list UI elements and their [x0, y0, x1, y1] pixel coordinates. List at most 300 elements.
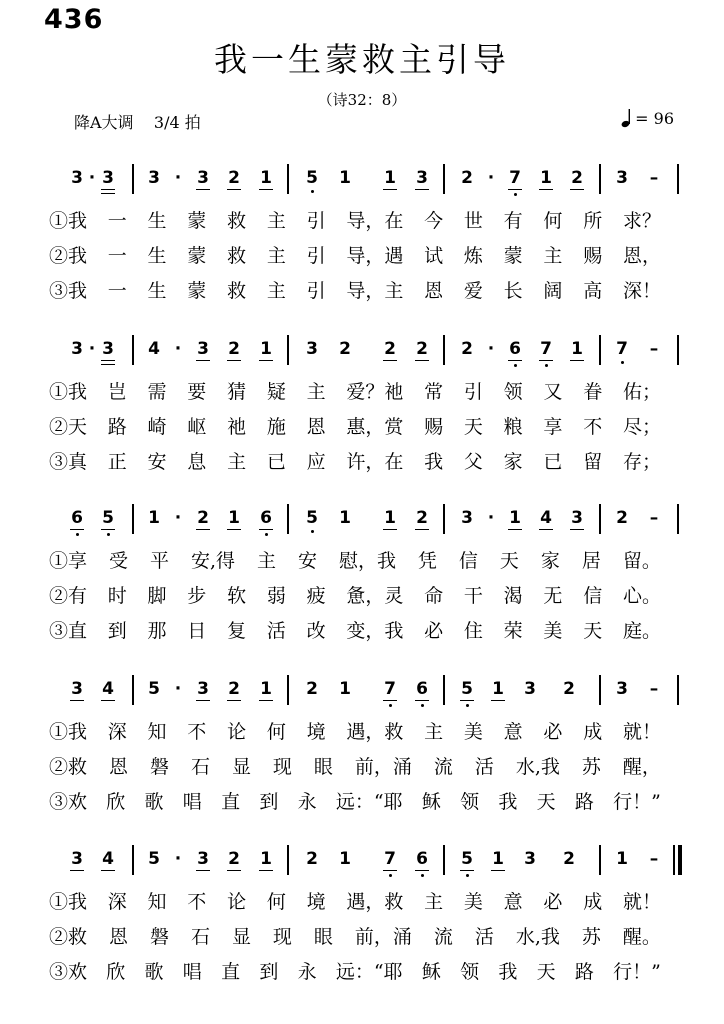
lyric-syllable: 流: [433, 925, 453, 948]
underline-eighth: [227, 870, 241, 871]
lyric-syllable: 领: [460, 960, 480, 983]
underline-eighth: [539, 529, 553, 530]
low-octave-dot: [311, 190, 314, 193]
lyric-syllable: 深！: [622, 279, 661, 302]
lyric-syllable: 已: [543, 450, 563, 473]
lyric-syllable: 息: [187, 450, 207, 473]
underline-eighth: [570, 189, 584, 190]
note: 5: [299, 508, 325, 528]
lyric-syllable: 遇，救: [346, 720, 404, 743]
final-barline-thick: [678, 845, 682, 875]
lyric-syllable: 眷: [583, 380, 603, 403]
underline-eighth: [383, 870, 397, 871]
lyric-syllable: 心。: [622, 584, 661, 607]
augmentation-dot: ·: [487, 339, 495, 359]
barline: [599, 164, 601, 194]
note: 1: [339, 849, 351, 869]
underline-eighth: [460, 870, 474, 871]
barline: [287, 335, 289, 365]
barline: [287, 504, 289, 534]
lyric-syllable: 知: [147, 720, 167, 743]
lyric-syllable: 需: [147, 380, 167, 403]
lyric-syllable: ③真: [49, 450, 88, 473]
note: 3: [197, 679, 209, 699]
lyric-syllable: 爱？祂: [346, 380, 404, 403]
lyric-syllable: 赐: [583, 244, 603, 267]
underline-eighth: [383, 529, 397, 530]
lyric-syllable: 爱: [463, 279, 483, 302]
lyric-syllable: 领: [503, 380, 523, 403]
lyric-syllable: 眼: [313, 755, 333, 778]
lyric-syllable: 命: [424, 584, 444, 607]
note: 6: [409, 679, 435, 699]
lyric-syllable: 那: [147, 619, 167, 642]
lyric-syllable: 路: [107, 415, 127, 438]
low-octave-dot: [621, 361, 624, 364]
lyric-syllable: ③欢: [49, 790, 88, 813]
note: 1: [260, 168, 272, 188]
lyric-syllable: 恩，: [622, 244, 661, 267]
lyric-syllable: 信: [458, 549, 478, 572]
underline-eighth: [259, 529, 273, 530]
note: 6: [502, 339, 528, 359]
lyric-syllable: 父: [463, 450, 483, 473]
note: 3: [306, 339, 318, 359]
underline-eighth: [101, 870, 115, 871]
low-octave-dot: [514, 193, 517, 196]
tempo-value: = 96: [635, 109, 674, 128]
lyric-line: [49, 885, 661, 915]
barline: [443, 335, 445, 365]
underline-sixteenth: [101, 364, 115, 365]
lyric-syllable: 步: [187, 584, 207, 607]
lyric-syllable: 就！: [622, 890, 661, 913]
underline-eighth: [196, 360, 210, 361]
note: 5: [148, 679, 160, 699]
note: 2: [616, 508, 628, 528]
barline: [677, 164, 679, 194]
underline-eighth: [196, 870, 210, 871]
barline: [287, 164, 289, 194]
lyric-syllable: 永: [297, 790, 317, 813]
lyric-syllable: ②有: [49, 584, 88, 607]
lyric-syllable: 有: [503, 209, 523, 232]
lyric-syllable: 恩: [306, 415, 326, 438]
lyric-syllable: 赐: [424, 415, 444, 438]
note: 1: [571, 339, 583, 359]
lyric-syllable: 引: [306, 279, 326, 302]
note: 3: [524, 849, 536, 869]
note: 1: [616, 849, 628, 869]
note: 7: [533, 339, 559, 359]
lyric-syllable: 必: [543, 720, 563, 743]
lyric-syllable: 平: [149, 549, 169, 572]
barline: [443, 164, 445, 194]
underline-eighth: [383, 700, 397, 701]
lyric-syllable: 路: [574, 960, 594, 983]
lyric-syllable: 深: [107, 890, 127, 913]
note: 3: [197, 168, 209, 188]
lyric-syllable: 一: [107, 279, 127, 302]
lyric-syllable: 何: [266, 720, 286, 743]
lyric-syllable: 猜: [227, 380, 247, 403]
lyric-syllable: 享: [543, 415, 563, 438]
lyric-syllable: 歌: [144, 790, 164, 813]
lyric-syllable: 正: [107, 450, 127, 473]
note: 3: [71, 339, 83, 359]
lyric-syllable: 论: [227, 890, 247, 913]
note: 4: [540, 508, 552, 528]
note: 1: [339, 168, 351, 188]
low-octave-dot: [466, 874, 469, 877]
barline: [287, 675, 289, 705]
quarter-note-icon: [621, 108, 633, 128]
lyric-syllable: 苏: [581, 925, 601, 948]
lyric-syllable: 软: [227, 584, 247, 607]
underline-eighth: [196, 189, 210, 190]
lyric-syllable: 醒，: [622, 755, 661, 778]
sustain-dash: –: [649, 168, 659, 188]
augmentation-dot: ·: [174, 339, 182, 359]
note: 3: [616, 168, 628, 188]
lyric-syllable: 安,得: [190, 549, 235, 572]
lyric-line: [49, 544, 661, 574]
barline: [287, 845, 289, 875]
lyric-syllable: 信: [583, 584, 603, 607]
lyric-syllable: 所: [583, 209, 603, 232]
low-octave-dot: [514, 364, 517, 367]
lyric-syllable: 石: [190, 925, 210, 948]
lyric-syllable: 已: [266, 450, 286, 473]
lyric-syllable: ③欢: [49, 960, 88, 983]
lyric-syllable: 渴: [503, 584, 523, 607]
low-octave-dot: [107, 533, 110, 536]
lyric-syllable: 变，我: [346, 619, 404, 642]
lyric-syllable: ③直: [49, 619, 88, 642]
note: 4: [102, 849, 114, 869]
lyric-syllable: 受: [108, 549, 128, 572]
lyric-syllable: 永: [297, 960, 317, 983]
note: 2: [563, 679, 575, 699]
underline-eighth: [383, 360, 397, 361]
note: 6: [64, 508, 90, 528]
lyric-syllable: 不: [187, 890, 207, 913]
lyric-syllable: 岖: [187, 415, 207, 438]
lyric-line: [49, 274, 661, 304]
underline-eighth: [101, 360, 115, 361]
lyric-syllable: 改: [306, 619, 326, 642]
lyric-line: [49, 785, 661, 815]
barline: [599, 845, 601, 875]
barline: [443, 675, 445, 705]
note: 4: [102, 679, 114, 699]
lyric-syllable: 活: [474, 755, 494, 778]
lyric-syllable: 惫，灵: [346, 584, 404, 607]
sustain-dash: –: [649, 508, 659, 528]
lyric-syllable: 现: [272, 925, 292, 948]
lyric-syllable: 主: [424, 890, 444, 913]
underline-eighth: [259, 360, 273, 361]
key-and-meter: 降A大调 3/4 拍: [74, 113, 201, 132]
lyric-syllable: 导，遇: [346, 244, 404, 267]
underline-eighth: [415, 700, 429, 701]
note: 2: [228, 339, 240, 359]
barline: [677, 675, 679, 705]
underline-eighth: [539, 360, 553, 361]
lyric-syllable: 路: [574, 790, 594, 813]
underline-eighth: [415, 189, 429, 190]
lyric-syllable: 境: [306, 890, 326, 913]
lyric-syllable: 疑: [266, 380, 286, 403]
lyric-syllable: 存；: [622, 450, 661, 473]
underline-eighth: [227, 700, 241, 701]
note: 2: [384, 339, 396, 359]
lyric-syllable: ③我: [49, 279, 88, 302]
barline: [677, 335, 679, 365]
music-system: [0, 333, 724, 483]
underline-eighth: [259, 700, 273, 701]
note: 1: [492, 849, 504, 869]
sustain-dash: –: [649, 679, 659, 699]
underline-eighth: [415, 360, 429, 361]
lyric-syllable: 显: [231, 755, 251, 778]
lyric-syllable: 到: [107, 619, 127, 642]
lyric-syllable: 时: [107, 584, 127, 607]
lyric-syllable: 天: [463, 415, 483, 438]
lyric-line: [49, 614, 661, 644]
lyric-syllable: 祂: [227, 415, 247, 438]
lyric-syllable: 稣: [421, 960, 441, 983]
lyric-syllable: 活: [266, 619, 286, 642]
note: 3: [524, 679, 536, 699]
lyric-syllable: 主: [306, 380, 326, 403]
augmentation-dot: ·: [88, 168, 96, 188]
note: 7: [609, 339, 635, 359]
barline: [132, 845, 134, 875]
underline-eighth: [70, 700, 84, 701]
lyric-syllable: 我: [424, 450, 444, 473]
note: 5: [454, 679, 480, 699]
lyric-syllable: 欣: [106, 790, 126, 813]
lyric-syllable: 行！”: [613, 790, 661, 813]
lyric-syllable: 主: [543, 244, 563, 267]
lyric-syllable: 试: [424, 244, 444, 267]
lyric-syllable: 前，涌: [354, 755, 412, 778]
lyric-syllable: 主: [266, 244, 286, 267]
note: 3: [197, 849, 209, 869]
lyric-line: [49, 410, 661, 440]
lyric-syllable: 导，在: [346, 209, 404, 232]
lyric-syllable: 住: [463, 619, 483, 642]
tempo-marking: [621, 108, 674, 128]
lyric-syllable: 恩: [424, 279, 444, 302]
lyric-syllable: 生: [147, 279, 167, 302]
lyric-syllable: 引: [306, 209, 326, 232]
lyric-syllable: 唱: [182, 790, 202, 813]
lyric-syllable: 境: [306, 720, 326, 743]
lyric-syllable: 必: [424, 619, 444, 642]
low-octave-dot: [265, 533, 268, 536]
lyric-syllable: 我: [498, 790, 518, 813]
lyric-syllable: 要: [187, 380, 207, 403]
lyric-syllable: 生: [147, 209, 167, 232]
lyric-syllable: 磐: [149, 925, 169, 948]
lyric-syllable: 庭。: [622, 619, 661, 642]
lyric-syllable: 水,我: [515, 755, 560, 778]
lyric-syllable: 何: [543, 209, 563, 232]
lyric-syllable: 主: [266, 279, 286, 302]
final-barline-thin: [673, 845, 675, 875]
lyric-syllable: 远：“耶: [335, 790, 403, 813]
lyric-syllable: 荣: [503, 619, 523, 642]
lyric-line: [49, 750, 661, 780]
lyric-syllable: 居: [581, 549, 601, 572]
underline-eighth: [460, 700, 474, 701]
lyric-syllable: 蒙: [187, 209, 207, 232]
lyric-syllable: 今: [424, 209, 444, 232]
lyric-line: [49, 579, 661, 609]
note: 2: [228, 679, 240, 699]
note: 3: [71, 168, 83, 188]
lyric-syllable: 深: [107, 720, 127, 743]
note: 2: [306, 849, 318, 869]
note: 2: [339, 339, 351, 359]
note: 3: [461, 508, 473, 528]
lyric-line: [49, 239, 661, 269]
lyric-syllable: 现: [272, 755, 292, 778]
lyric-syllable: 天: [583, 619, 603, 642]
lyric-syllable: 家: [503, 450, 523, 473]
lyric-syllable: 安: [147, 450, 167, 473]
note: 2: [416, 508, 428, 528]
lyric-syllable: 崎: [147, 415, 167, 438]
lyric-syllable: ①我: [49, 209, 88, 232]
lyric-syllable: 欣: [106, 960, 126, 983]
lyric-syllable: 不: [583, 415, 603, 438]
barline: [443, 845, 445, 875]
underline-eighth: [508, 360, 522, 361]
note: 3: [416, 168, 428, 188]
note: 3: [95, 339, 121, 359]
lyric-syllable: 佑；: [622, 380, 661, 403]
low-octave-dot: [76, 533, 79, 536]
note: 1: [260, 849, 272, 869]
lyric-syllable: 水,我: [515, 925, 560, 948]
note: 1: [148, 508, 160, 528]
lyric-syllable: 高: [583, 279, 603, 302]
scripture-reference: （诗32：8）: [317, 91, 407, 109]
lyric-line: [49, 445, 661, 475]
augmentation-dot: ·: [174, 508, 182, 528]
lyric-syllable: ①享: [49, 549, 88, 572]
lyric-syllable: 歌: [144, 960, 164, 983]
lyric-line: [49, 715, 661, 745]
lyric-line: [49, 375, 661, 405]
note: 2: [571, 168, 583, 188]
note: 2: [228, 849, 240, 869]
augmentation-dot: ·: [174, 679, 182, 699]
note: 3: [71, 679, 83, 699]
lyric-syllable: 凭: [417, 549, 437, 572]
lyric-syllable: 石: [190, 755, 210, 778]
lyric-syllable: 到: [259, 790, 279, 813]
lyric-syllable: 天: [536, 960, 556, 983]
barline: [443, 504, 445, 534]
notation-row: [0, 333, 724, 375]
underline-eighth: [227, 189, 241, 190]
lyric-syllable: 美: [463, 720, 483, 743]
note: 3: [197, 339, 209, 359]
lyric-syllable: 世: [463, 209, 483, 232]
underline-eighth: [508, 529, 522, 530]
note: 1: [339, 679, 351, 699]
underline-eighth: [196, 529, 210, 530]
underline-eighth: [539, 189, 553, 190]
low-octave-dot: [545, 364, 548, 367]
note: 3: [571, 508, 583, 528]
lyric-syllable: 应: [306, 450, 326, 473]
hymn-number: 436: [44, 4, 104, 35]
barline: [132, 164, 134, 194]
barline: [599, 504, 601, 534]
lyric-syllable: 蒙: [503, 244, 523, 267]
lyric-syllable: ②我: [49, 244, 88, 267]
lyric-syllable: 到: [259, 960, 279, 983]
note: 2: [461, 168, 473, 188]
lyric-syllable: ①我: [49, 380, 88, 403]
note: 6: [253, 508, 279, 528]
note: 2: [563, 849, 575, 869]
lyric-syllable: 成: [583, 720, 603, 743]
lyric-syllable: 美: [463, 890, 483, 913]
lyric-syllable: 蒙: [187, 244, 207, 267]
lyric-syllable: ②救: [49, 925, 88, 948]
lyric-syllable: 疲: [306, 584, 326, 607]
lyric-syllable: 主: [227, 450, 247, 473]
note: 5: [95, 508, 121, 528]
low-octave-dot: [421, 704, 424, 707]
lyric-syllable: 一: [107, 209, 127, 232]
underline-eighth: [101, 700, 115, 701]
lyric-syllable: 天: [536, 790, 556, 813]
lyric-syllable: 惠，赏: [346, 415, 404, 438]
note: 2: [416, 339, 428, 359]
underline-eighth: [570, 360, 584, 361]
lyric-syllable: 弱: [266, 584, 286, 607]
underline-sixteenth: [101, 193, 115, 194]
note: 7: [502, 168, 528, 188]
lyric-line: [49, 955, 661, 985]
lyric-syllable: 活: [474, 925, 494, 948]
lyric-syllable: 复: [227, 619, 247, 642]
notation-row: [0, 843, 724, 885]
note: 1: [260, 339, 272, 359]
lyric-syllable: 慰，我: [338, 549, 396, 572]
barline: [132, 335, 134, 365]
augmentation-dot: ·: [174, 849, 182, 869]
lyric-syllable: 岂: [107, 380, 127, 403]
lyric-syllable: ②救: [49, 755, 88, 778]
lyric-syllable: 就！: [622, 720, 661, 743]
barline: [599, 675, 601, 705]
music-system: [0, 843, 724, 993]
underline-eighth: [227, 360, 241, 361]
lyric-syllable: 不: [187, 720, 207, 743]
lyric-syllable: 醒。: [622, 925, 661, 948]
underline-eighth: [259, 189, 273, 190]
lyric-syllable: 又: [543, 380, 563, 403]
lyric-line: [49, 920, 661, 950]
